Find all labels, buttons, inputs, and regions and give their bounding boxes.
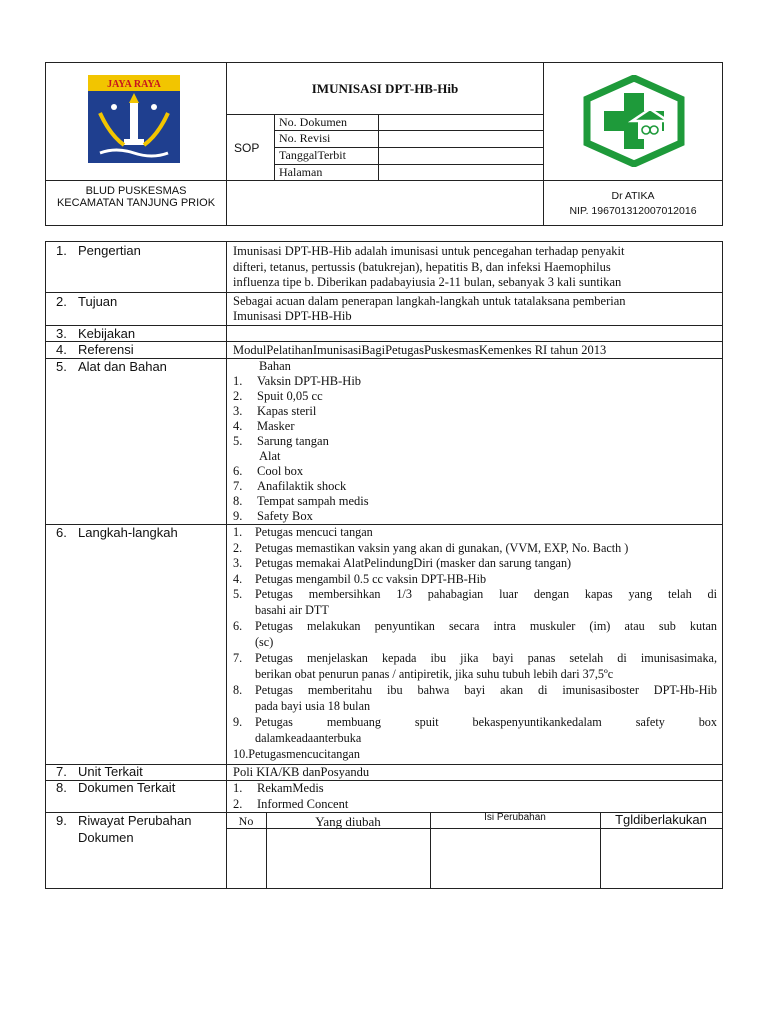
list-item: 5. Sarung tangan xyxy=(233,434,329,448)
step-item: 6. Petugas melakukan penyuntikan secara intra muskuler (im) atau sub kutan xyxy=(233,619,717,633)
list-item: 4. Masker xyxy=(233,419,295,433)
step-item: 3. Petugas memakai AlatPelindungDiri (masker dan sarung tangan) xyxy=(233,556,572,570)
step-item: 4. Petugas mengambil 0.5 cc vaksin DPT-HB-Hib xyxy=(233,572,487,586)
text-line: influenza tipe b. Diberikan padabayiusia 2-11 bulan, sebanyak 3 kali suntikan xyxy=(233,275,622,289)
label-unit-terkait: 7. Unit Terkait xyxy=(56,764,143,779)
label-riwayat-perubahan: 9. Riwayat Perubahan Dokumen xyxy=(56,813,192,845)
step-item: 10.Petugasmencucitangan xyxy=(233,747,360,761)
label-alat-dan-bahan: 5. Alat dan Bahan xyxy=(56,359,167,374)
document-header xyxy=(45,62,723,226)
subtable-divider xyxy=(430,812,431,888)
label-langkah-langkah: 6. Langkah-langkah xyxy=(56,525,178,540)
text-line: Imunisasi DPT-HB-Hib adalah imunisasi untuk pencegahan terhadap penyakit xyxy=(233,244,625,258)
step-item: 2. Petugas memastikan vaksin yang akan di gunakan, (VVM, EXP, No. Bacth ) xyxy=(233,541,629,555)
signer-nip: NIP. 196701312007012016 xyxy=(569,205,697,217)
label-referensi: 4. Referensi xyxy=(56,342,134,357)
step-item: 8. Petugas memberitahu ibu bahwa bayi akan di imunisasiboster DPT-Hb-Hib xyxy=(233,683,717,697)
puskesmas-logo xyxy=(582,75,686,167)
jakarta-emblem-logo xyxy=(86,73,182,165)
label-dokumen-terkait: 8. Dokumen Terkait xyxy=(56,780,176,795)
column-header-no: No xyxy=(238,814,254,828)
step-item: 1. Petugas mencuci tangan xyxy=(233,525,373,539)
column-header-isi-perubahan: Isi Perubahan xyxy=(484,812,546,823)
text-line: Imunisasi DPT-HB-Hib xyxy=(233,309,352,323)
step-item: 9. Petugas membuang spuit bekaspenyuntikankedalam safety box xyxy=(233,715,717,729)
sop-content-table xyxy=(45,241,723,889)
sop-label: SOP xyxy=(234,141,260,155)
text-line: difteri, tetanus, pertussis (batukrejan), hepatitis B, dan infeksi Haemophilus xyxy=(233,259,611,274)
referensi-text: ModulPelatihanImunisasiBagiPetugasPuskesmasKemenkes RI tahun 2013 xyxy=(233,343,607,357)
label-tujuan: 2. Tujuan xyxy=(56,294,118,309)
meta-no-dokumen: No. Dokumen xyxy=(279,115,347,129)
signature-block xyxy=(543,189,723,219)
list-item: 3. Kapas steril xyxy=(233,404,317,418)
step-continuation: berikan obat penurun panas / antipiretik, jika suhu tubuh lebih dari 37,5ºc xyxy=(255,667,614,681)
step-continuation: (sc) xyxy=(255,635,274,649)
list-item: 6. Cool box xyxy=(233,464,304,478)
row-divider xyxy=(46,341,722,342)
pengertian-text xyxy=(233,244,717,291)
list-item: 9. Safety Box xyxy=(233,509,313,523)
header-divider xyxy=(46,180,722,181)
bahan-heading: Bahan xyxy=(259,359,291,373)
step-item: 5. Petugas membersihkan 1/3 pahabagian luar dengan kapas yang telah di xyxy=(233,587,717,601)
unit-terkait-text: Poli KIA/KB danPosyandu xyxy=(233,765,370,779)
list-item: 1. Vaksin DPT-HB-Hib xyxy=(233,374,362,388)
list-item: 2. Spuit 0,05 cc xyxy=(233,389,323,403)
list-item: 2. Informed Concent xyxy=(233,797,349,811)
list-item: 8. Tempat sampah medis xyxy=(233,494,369,508)
organization-name: BLUD PUSKESMAS KECAMATAN TANJUNG PRIOK xyxy=(56,185,216,209)
text-line: Sebagai acuan dalam penerapan langkah-langkah untuk tatalaksana pemberian xyxy=(233,294,626,308)
meta-halaman: Halaman xyxy=(279,165,323,179)
step-continuation: pada bayi usia 18 bulan xyxy=(255,699,371,713)
label-pengertian: 1. Pengertian xyxy=(56,243,141,258)
step-item: 7. Petugas menjelaskan kepada ibu jika bayi panas setelah di imunisasimaka, xyxy=(233,651,717,665)
signer-name: Dr ATIKA xyxy=(611,190,655,202)
column-divider xyxy=(226,242,227,888)
label-kebijakan: 3. Kebijakan xyxy=(56,326,136,341)
row-divider xyxy=(46,325,722,326)
list-item: 7. Anafilaktik shock xyxy=(233,479,347,493)
tujuan-text xyxy=(233,294,717,324)
step-continuation: basahi air DTT xyxy=(255,603,329,617)
column-header-yang-diubah: Yang diubah xyxy=(315,814,381,829)
step-continuation: dalamkeadaanterbuka xyxy=(255,731,362,745)
logo-motto: JAYA RAYA xyxy=(107,79,161,90)
row-divider xyxy=(46,292,722,293)
alat-heading: Alat xyxy=(259,449,281,463)
column-header-tgl-diberlakukan: Tgldiberlakukan xyxy=(615,812,707,827)
meta-no-revisi: No. Revisi xyxy=(279,131,331,145)
list-item: 1. RekamMedis xyxy=(233,781,324,795)
meta-tanggal-terbit: TanggalTerbit xyxy=(279,148,346,162)
document-title: IMUNISASI DPT-HB-Hib xyxy=(311,81,459,96)
